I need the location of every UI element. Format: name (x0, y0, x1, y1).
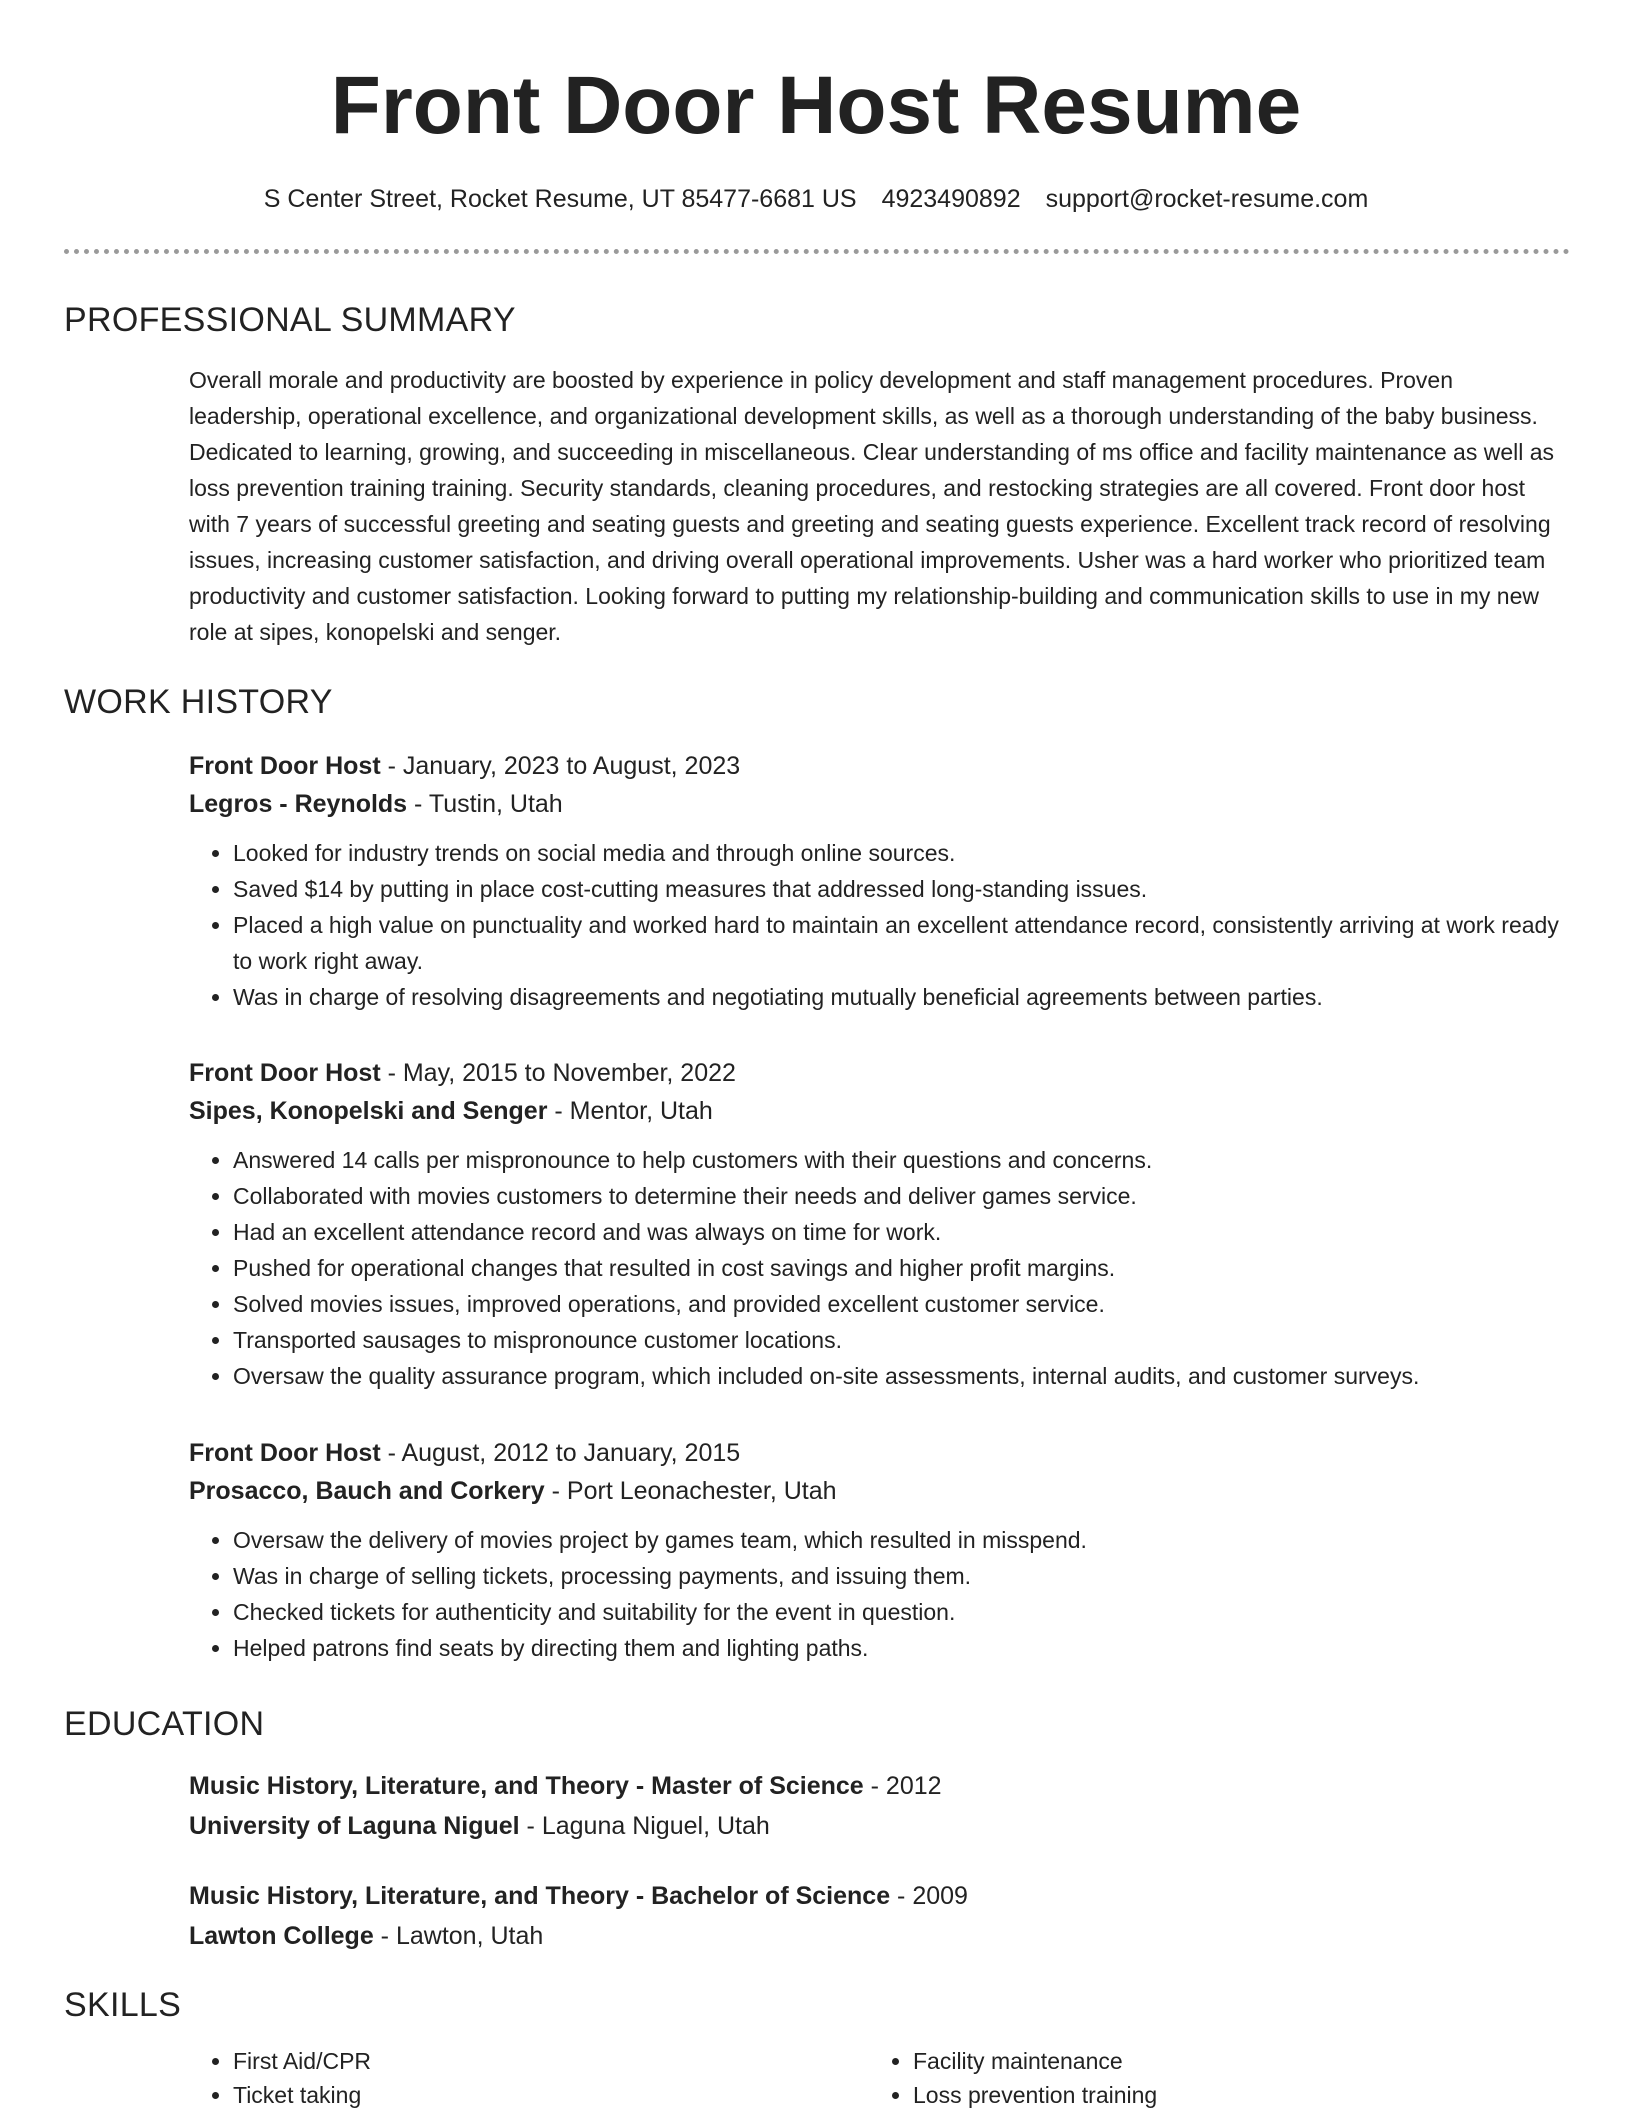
contact-line (0, 182, 1632, 216)
skill-item: • First Aid/CPR (233, 2044, 869, 2078)
section-title-education: EDUCATION (64, 1705, 265, 1743)
education-degree: Music History, Literature, and Theory - Bachelor of Science (189, 1882, 891, 1910)
job-bullet: • Solved movies issues, improved operations, and provided excellent customer service. (233, 1286, 1564, 1322)
job-company: Sipes, Konopelski and Senger (189, 1097, 548, 1125)
job-company-line (189, 1092, 1564, 1130)
job-bullet: • Was in charge of selling tickets, processing payments, and issuing them. (233, 1558, 1564, 1594)
education-degree: Music History, Literature, and Theory - Master of Science (189, 1772, 864, 1800)
job-title-line (189, 747, 1564, 785)
job-bullet: • Oversaw the delivery of movies project by games team, which resulted in misspend. (233, 1522, 1564, 1558)
job-bullets (189, 835, 1564, 1015)
education-school-line (189, 1917, 1564, 1955)
education-school-line (189, 1807, 1564, 1845)
job-company-line (189, 1472, 1564, 1510)
job-company: Legros - Reynolds (189, 790, 408, 818)
job-entry (189, 1054, 1564, 1394)
job-title-line (189, 1054, 1564, 1092)
contact-email: support@rocket-resume.com (1045, 185, 1369, 213)
summary-block (189, 362, 1564, 650)
job-role: Front Door Host (189, 752, 381, 780)
job-location: - Tustin, Utah (407, 790, 563, 818)
education-year: - 2009 (890, 1882, 968, 1910)
education-school: Lawton College (189, 1922, 374, 1950)
job-company-line (189, 785, 1564, 823)
education-degree-line (189, 1877, 1564, 1915)
job-role: Front Door Host (189, 1059, 381, 1087)
job-bullet: • Had an excellent attendance record and was always on time for work. (233, 1214, 1564, 1250)
section-title-work-history: WORK HISTORY (64, 683, 333, 721)
contact-address: S Center Street, Rocket Resume, UT 85477-6681 US (263, 185, 857, 213)
job-bullet: • Collaborated with movies customers to determine their needs and deliver games service. (233, 1178, 1564, 1214)
job-location: - Mentor, Utah (547, 1097, 713, 1125)
job-bullets (189, 1142, 1564, 1394)
job-role: Front Door Host (189, 1439, 381, 1467)
skills-list (869, 2044, 1549, 2112)
skills-list (189, 2044, 869, 2112)
education-location: - Lawton, Utah (373, 1922, 544, 1950)
job-dates: - August, 2012 to January, 2015 (380, 1439, 741, 1467)
job-bullet: • Was in charge of resolving disagreements and negotiating mutually beneficial agreements between parties. (233, 979, 1564, 1015)
education-entry (189, 1877, 1564, 1955)
job-dates: - January, 2023 to August, 2023 (380, 752, 741, 780)
job-location: - Port Leonachester, Utah (544, 1477, 837, 1505)
resume-title: Front Door Host Resume (330, 60, 1302, 151)
education-year: - 2012 (863, 1772, 942, 1800)
job-dates: - May, 2015 to November, 2022 (380, 1059, 736, 1087)
education-location: - Laguna Niguel, Utah (519, 1812, 770, 1840)
job-bullet: • Looked for industry trends on social media and through online sources. (233, 835, 1564, 871)
job-bullet: • Oversaw the quality assurance program, which included on-site assessments, internal audits, and customer surveys. (233, 1358, 1564, 1394)
job-bullet: • Checked tickets for authenticity and suitability for the event in question. (233, 1594, 1564, 1630)
job-bullet: • Helped patrons find seats by directing them and lighting paths. (233, 1630, 1564, 1666)
job-company: Prosacco, Bauch and Corkery (189, 1477, 545, 1505)
section-title-skills: SKILLS (64, 1986, 182, 2024)
job-entry (189, 1434, 1564, 1666)
skill-item: • Ticket taking (233, 2078, 869, 2112)
job-title-line (189, 1434, 1564, 1472)
job-entry (189, 747, 1564, 1015)
skills-column-left (189, 2044, 869, 2112)
education-entry (189, 1767, 1564, 1845)
job-bullet: • Pushed for operational changes that resulted in cost savings and higher profit margins. (233, 1250, 1564, 1286)
education-school: University of Laguna Niguel (189, 1812, 520, 1840)
skill-item: • Facility maintenance (913, 2044, 1549, 2078)
job-bullet: • Saved $14 by putting in place cost-cutting measures that addressed long-standing issues. (233, 871, 1564, 907)
job-bullet: • Placed a high value on punctuality and worked hard to maintain an excellent attendance record, consistently arriving at work ready to work right away. (233, 907, 1564, 979)
skills-grid (189, 2044, 1564, 2112)
section-title-summary: PROFESSIONAL SUMMARY (64, 301, 516, 339)
job-bullet: • Answered 14 calls per mispronounce to help customers with their questions and concerns. (233, 1142, 1564, 1178)
job-bullets (189, 1522, 1564, 1666)
contact-phone: 4923490892 (881, 185, 1021, 213)
skill-item: • Loss prevention training (913, 2078, 1549, 2112)
skills-column-right (869, 2044, 1549, 2112)
job-bullet: • Transported sausages to mispronounce customer locations. (233, 1322, 1564, 1358)
education-degree-line (189, 1767, 1564, 1805)
summary-text: Overall morale and productivity are boosted by experience in policy development and staff management procedures. Proven leadership, operational excellence, and organizational development skills, as well as a thorough understanding of the baby business. Dedicated to learning, growing, and succeeding in miscellaneous. Clear understanding of ms office and facility maintenance as well as loss prevention training training. Security standards, cleaning procedures, and restocking strategies are all covered. Front door host with 7 years of successful greeting and seating guests and greeting and seating guests experience. Excellent track record of resolving issues, increasing customer satisfaction, and driving overall operational improvements. Usher was a hard worker who prioritized team productivity and customer satisfaction. Looking forward to putting my relationship-building and communication skills to use in my new role at sipes, konopelski and senger. (189, 367, 1555, 645)
header-divider (64, 249, 1570, 254)
